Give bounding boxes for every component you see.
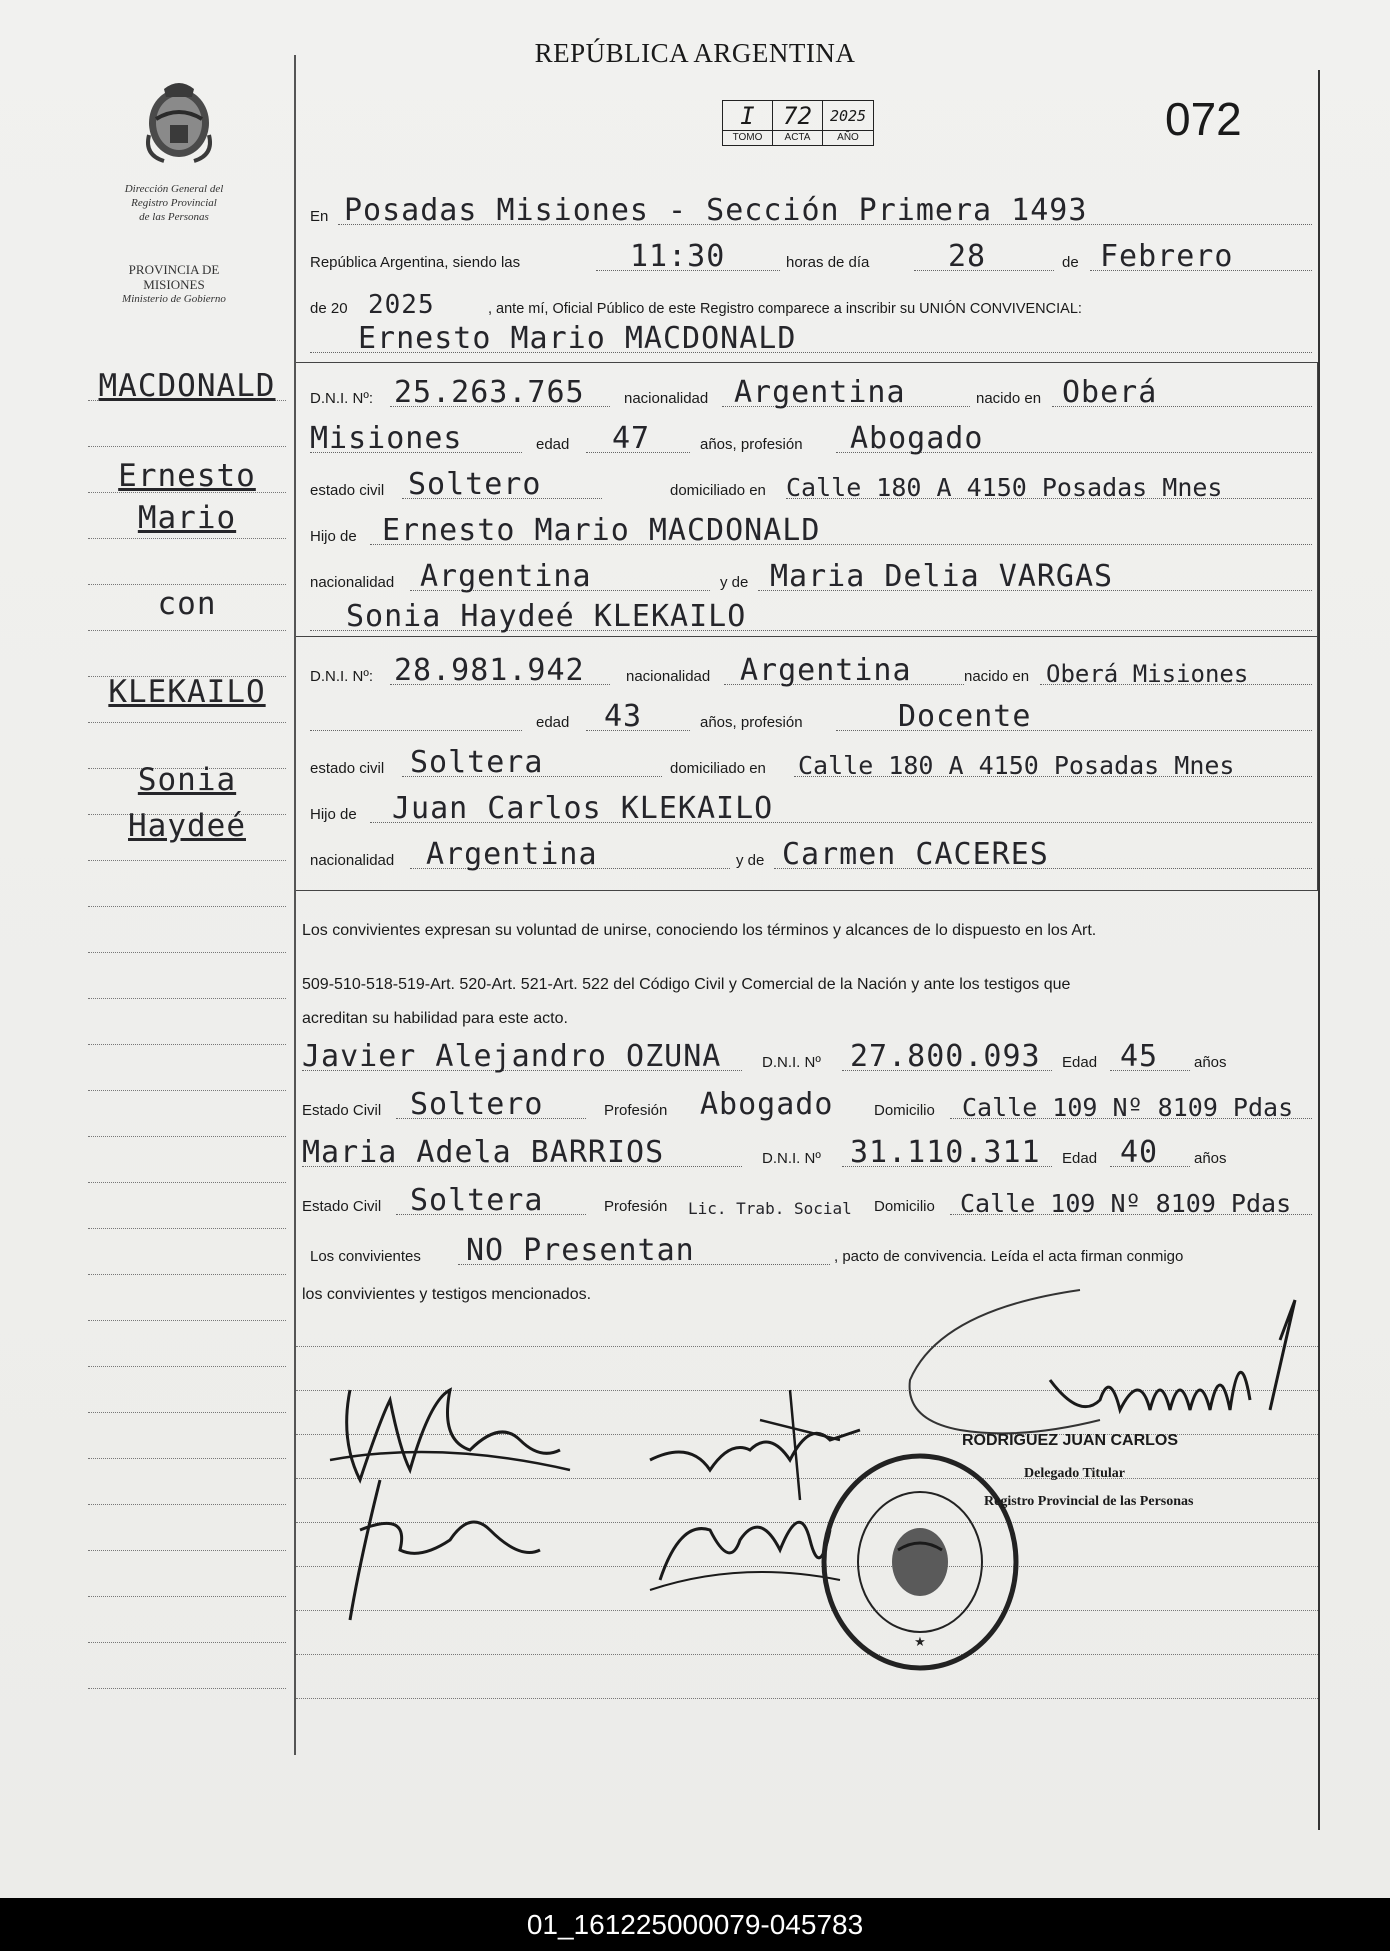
document-id-footer: 01_161225000079-045783 <box>0 1898 1390 1951</box>
margin-dotted-line <box>88 1504 286 1505</box>
witness1-estado: Soltero <box>410 1087 544 1122</box>
margin-dotted-line <box>88 446 286 447</box>
margin-dotted-line <box>88 1688 286 1689</box>
witness1-profesion: Abogado <box>700 1087 834 1122</box>
margin-dotted-line <box>88 1412 286 1413</box>
anio-value: 2025 <box>823 101 873 131</box>
witness2-domicilio: Calle 109 Nº 8109 Pdas <box>960 1189 1292 1218</box>
margin-names-2a: Sonia <box>137 762 237 798</box>
margin-names-1a: Ernesto <box>118 458 256 494</box>
svg-text:★: ★ <box>914 1634 926 1649</box>
acta-number: 072 <box>1165 93 1242 145</box>
margin-dotted-line <box>88 952 286 953</box>
party2-domicilio: Calle 180 A 4150 Posadas Mnes <box>798 751 1235 780</box>
declaration-line-1: Los convivientes expresan su voluntad de unirse, conociendo los términos y alcances de lo dispuesto en los Art. <box>302 922 1097 939</box>
party2-dni-row: D.N.I. Nº: 28.981.942 nacionalidad Argentina nacido en Oberá Misiones <box>310 652 1312 688</box>
tomo-label: TOMO <box>732 132 763 143</box>
margin-dotted-line <box>88 1458 286 1459</box>
registry-round-seal <box>818 1450 1023 1675</box>
witness1-name: Javier Alejandro OZUNA <box>302 1039 722 1074</box>
tomo-acta-anio-box <box>722 100 874 146</box>
province-name: PROVINCIA DE MISIONES Ministerio de Gobierno <box>122 262 226 305</box>
acta-value: 72 <box>773 101 822 131</box>
margin-dotted-line <box>88 584 286 585</box>
party2-edad: 43 <box>604 699 643 734</box>
party1-nac-row: nacionalidad Argentina y de Maria Delia VARGAS <box>310 558 1312 594</box>
margin-dotted-line <box>88 906 286 907</box>
party1-born-a: Oberá <box>1062 375 1158 410</box>
margin-dotted-line <box>88 1136 286 1137</box>
place-value: Posadas Misiones - Sección Primera 1493 <box>344 193 1088 228</box>
party1-dni: 25.263.765 <box>394 375 585 410</box>
official-name: RODRIGUEZ JUAN CARLOS <box>962 1432 1179 1449</box>
party1-full-name: Ernesto Mario MACDONALD <box>358 321 797 356</box>
official-role: Delegado Titular <box>1024 1466 1125 1481</box>
witness1-name-row: Javier Alejandro OZUNA D.N.I. Nº 27.800.093 Edad 45 años <box>302 1039 1227 1074</box>
official-org: Registro Provincial de las Personas <box>984 1494 1194 1509</box>
margin-dotted-line <box>88 1320 286 1321</box>
declaration-line-3: acreditan su habilidad para este acto. <box>302 1010 568 1027</box>
party1-born-b: Misiones <box>310 421 463 456</box>
closing-row: Los convivientes NO Presentan , pacto de convivencia. Leída el acta firman conmigo <box>310 1233 1184 1268</box>
presentan-value: NO Presentan <box>466 1233 695 1268</box>
tomo-value: I <box>723 101 772 131</box>
party1-nac2: Argentina <box>420 559 592 594</box>
signature-ruled-line <box>296 1654 1318 1655</box>
party2-nac-row: nacionalidad Argentina y de Carmen CACERES <box>310 836 1312 872</box>
anio-label: AÑO <box>837 132 859 143</box>
declaration-line-2: 509-510-518-519-Art. 520-Art. 521-Art. 522 del Código Civil y Comercial de la Nación y ante los testigos que <box>302 976 1071 993</box>
year-value: 2025 <box>368 290 435 320</box>
acta-label: ACTA <box>784 132 811 143</box>
witness1-estado-row: Estado Civil Soltero Profesión Abogado Domicilio Calle 109 Nº 8109 Pdas <box>302 1086 1312 1122</box>
margin-dotted-line <box>88 1090 286 1091</box>
party2-full-name: Sonia Haydeé KLEKAILO <box>346 599 747 634</box>
party2-father: Juan Carlos KLEKAILO <box>392 791 774 826</box>
party2-name-row <box>310 598 1312 634</box>
party2-nac2: Argentina <box>426 837 598 872</box>
party1-domicilio: Calle 180 A 4150 Posadas Mnes <box>786 473 1223 502</box>
party2-born: Oberá Misiones <box>1046 660 1249 688</box>
party1-edad: 47 <box>612 421 651 456</box>
margin-dotted-line <box>88 1596 286 1597</box>
margin-con: con <box>157 586 217 622</box>
party1-mother: Maria Delia VARGAS <box>770 559 1114 594</box>
witness2-dni: 31.110.311 <box>850 1135 1041 1170</box>
month-value: Febrero <box>1100 239 1234 274</box>
intro-row-time: República Argentina, siendo las 11:30 horas de día 28 de Febrero <box>310 238 1312 274</box>
margin-dotted-line <box>88 1182 286 1183</box>
margin-dotted-line <box>88 1366 286 1367</box>
coat-of-arms-logo <box>134 75 224 165</box>
day-value: 28 <box>948 239 987 274</box>
party2-hijo-row: Hijo de Juan Carlos KLEKAILO <box>310 790 1312 826</box>
witness2-profesion: Lic. Trab. Social <box>688 1199 852 1218</box>
margin-dotted-line <box>88 998 286 999</box>
party2-profesion: Docente <box>898 699 1032 734</box>
margin-dotted-line <box>88 538 286 539</box>
party2-dni: 28.981.942 <box>394 653 585 688</box>
margin-surname-2: KLEKAILO <box>108 674 266 710</box>
party2-mother: Carmen CACERES <box>782 837 1049 872</box>
intro-row-year: de 20 2025 , ante mí, Oficial Público de este Registro comparece a inscribir su UNIÓN CONVIVENCIAL: <box>310 290 1082 320</box>
margin-dotted-line <box>88 1228 286 1229</box>
margin-dotted-line <box>88 860 286 861</box>
margin-dotted-line <box>88 1044 286 1045</box>
signature-official <box>900 1280 1320 1450</box>
party2-edad-row: edad 43 años, profesión Docente <box>310 698 1312 734</box>
margin-dotted-line <box>88 630 286 631</box>
witness2-name-row: Maria Adela BARRIOS D.N.I. Nº 31.110.311 Edad 40 años <box>302 1135 1227 1170</box>
party1-nacionalidad: Argentina <box>734 375 906 410</box>
witness1-domicilio: Calle 109 Nº 8109 Pdas <box>962 1093 1294 1122</box>
margin-dotted-line <box>88 1274 286 1275</box>
party2-estado: Soltera <box>410 745 544 780</box>
margin-names-1b: Mario <box>137 500 237 536</box>
witness2-estado: Soltera <box>410 1183 544 1218</box>
left-margin-rule <box>294 55 296 1755</box>
margin-dotted-line <box>88 1550 286 1551</box>
closing-line-2: los convivientes y testigos mencionados. <box>302 1286 592 1303</box>
party1-edad-row: Misiones edad 47 años, profesión Abogado <box>310 420 1312 456</box>
party2-nacionalidad: Argentina <box>740 653 912 688</box>
intro-row-place: En Posadas Misiones - Sección Primera 1493 <box>310 192 1312 228</box>
document-heading: REPÚBLICA ARGENTINA <box>534 38 856 68</box>
party1-estado: Soltero <box>408 467 542 502</box>
witness2-estado-row: Estado Civil Soltera Profesión Lic. Trab. Social Domicilio Calle 109 Nº 8109 Pdas <box>302 1182 1312 1218</box>
right-margin-rule <box>1318 70 1320 1830</box>
signature-ruled-line <box>296 1698 1318 1699</box>
party1-name-row <box>310 320 1312 356</box>
signature-party1 <box>320 1360 580 1640</box>
party1-hijo-row: Hijo de Ernesto Mario MACDONALD <box>310 512 1312 548</box>
witness1-edad: 45 <box>1120 1039 1159 1074</box>
margin-names-2b: Haydeé <box>128 808 246 844</box>
witness1-dni: 27.800.093 <box>850 1039 1041 1074</box>
registry-org-name: Dirección General del Registro Provincial de las Personas <box>124 183 224 223</box>
party1-estado-row: estado civil Soltero domiciliado en Calle 180 A 4150 Posadas Mnes <box>310 466 1312 502</box>
margin-dotted-line <box>88 1642 286 1643</box>
party2-estado-row: estado civil Soltera domiciliado en Calle 180 A 4150 Posadas Mnes <box>310 744 1312 780</box>
witness2-name: Maria Adela BARRIOS <box>302 1135 665 1170</box>
party1-dni-row: D.N.I. Nº: 25.263.765 nacionalidad Argentina nacido en Oberá <box>310 374 1312 410</box>
witness2-edad: 40 <box>1120 1135 1159 1170</box>
party1-father: Ernesto Mario MACDONALD <box>382 513 821 548</box>
hour-value: 11:30 <box>630 239 726 274</box>
party1-profesion: Abogado <box>850 421 984 456</box>
margin-dotted-line <box>88 722 286 723</box>
margin-surname-1: MACDONALD <box>98 368 276 404</box>
